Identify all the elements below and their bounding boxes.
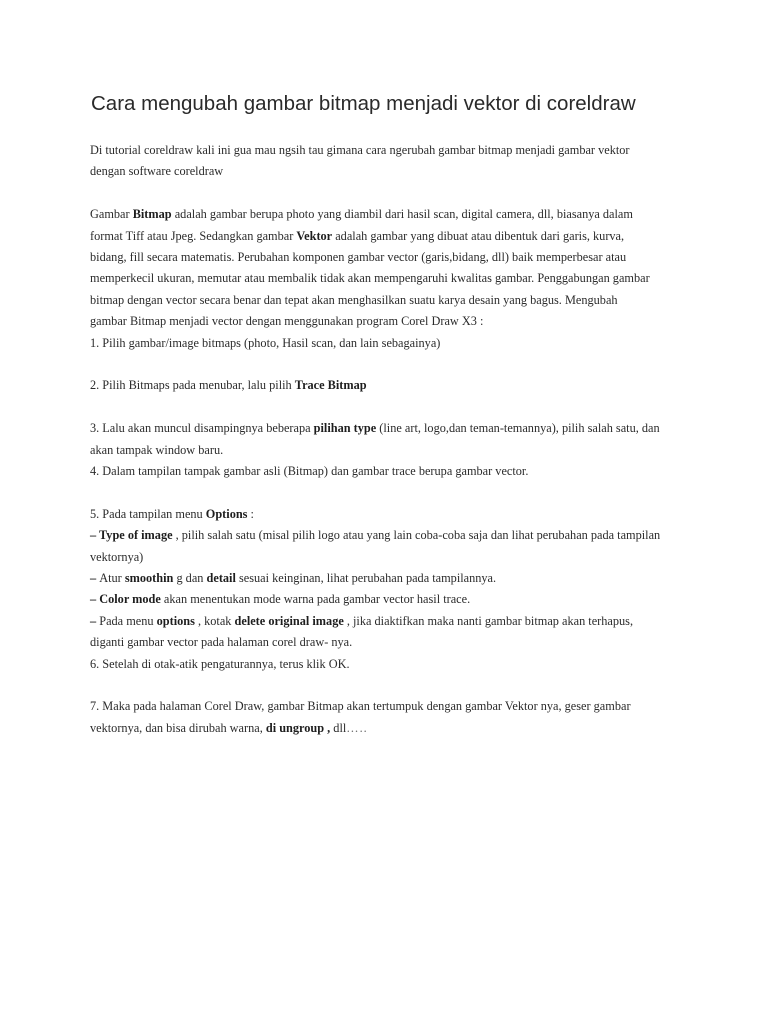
step-6: 6. Setelah di otak-atik pengaturannya, terus klik OK. bbox=[90, 656, 350, 671]
article-title: Cara mengubah gambar bitmap menjadi vektor di coreldraw bbox=[91, 92, 636, 115]
bold-di-ungroup: di ungroup , bbox=[265, 720, 331, 735]
text-run: 5. Pada tampilan menu bbox=[90, 506, 206, 521]
text-run: akan menentukan mode warna pada gambar vector hasil trace. bbox=[160, 592, 471, 607]
definition-line: bitmap dengan vector secara benar dan tepat akan menghasilkan suatu karya desain yang bagus. Mengubah bbox=[90, 292, 618, 307]
text-run: adalah gambar berupa photo yang diambil dari hasil scan, digital camera, dll, biasanya dalam bbox=[171, 207, 633, 222]
step-3-4-paragraph bbox=[90, 418, 690, 482]
step-7-line-1: 7. Maka pada halaman Corel Draw, gambar Bitmap akan tertumpuk dengan gambar Vektor nya, geser gambar bbox=[90, 699, 631, 714]
text-run: vektornya, dan bisa dirubah warna, bbox=[90, 720, 266, 735]
bold-options-menu: options bbox=[156, 613, 195, 628]
dash-bullet: – bbox=[90, 592, 100, 607]
definition-line: gambar Bitmap menjadi vector dengan menggunakan program Corel Draw X3 : bbox=[90, 314, 484, 329]
text-run: g dan bbox=[173, 571, 207, 586]
text-run: 2. Pilih Bitmaps pada menubar, lalu pilih bbox=[90, 378, 295, 393]
intro-paragraph bbox=[90, 140, 690, 183]
bold-trace-bitmap: Trace Bitmap bbox=[294, 378, 367, 393]
article-body bbox=[90, 140, 690, 761]
text-run: dll bbox=[330, 720, 347, 735]
text-run: , jika diaktifkan maka nanti gambar bitmap akan terhapus, bbox=[343, 613, 634, 628]
step-1: 1. Pilih gambar/image bitmaps (photo, Hasil scan, dan lain sebagainya) bbox=[90, 335, 441, 350]
text-run: format Tiff atau Jpeg. Sedangkan gambar bbox=[90, 228, 297, 243]
text-run: (line art, logo,dan teman-temannya), pilih salah satu, dan bbox=[376, 421, 660, 436]
step-7-paragraph bbox=[90, 696, 690, 739]
dash-bullet: – bbox=[90, 528, 100, 543]
step-2-paragraph bbox=[90, 375, 690, 396]
definition-line: memperkecil ukuran, memutar atau membalik tidak akan mempengaruhi kwalitas gambar. Penggabungan gambar bbox=[90, 271, 650, 286]
text-run: adalah gambar yang dibuat atau dibentuk dari garis, kurva, bbox=[332, 228, 625, 243]
options-menu-line-2: diganti gambar vector pada halaman corel draw- nya. bbox=[90, 635, 353, 650]
dash-bullet: – bbox=[90, 613, 100, 628]
dash-bullet: – bbox=[90, 571, 100, 586]
text-run: : bbox=[247, 506, 254, 521]
intro-line-2: dengan software coreldraw bbox=[90, 164, 224, 179]
text-run: Gambar bbox=[90, 207, 133, 222]
trailing-ellipsis: ….. bbox=[346, 720, 368, 735]
text-run: , kotak bbox=[194, 613, 235, 628]
text-run: Atur bbox=[99, 571, 125, 586]
bold-smoothin: smoothin bbox=[124, 571, 174, 586]
bold-pilihan-type: pilihan type bbox=[313, 421, 377, 436]
bold-detail: detail bbox=[206, 571, 236, 586]
text-run: , pilih salah satu (misal pilih logo atau yang lain coba-coba saja dan lihat perubahan pada tampilan bbox=[172, 528, 661, 543]
text-run: Pada menu bbox=[99, 613, 157, 628]
step-5-6-paragraph bbox=[90, 504, 690, 675]
step-4: 4. Dalam tampilan tampak gambar asli (Bitmap) dan gambar trace berupa gambar vector. bbox=[90, 464, 529, 479]
intro-line-1: Di tutorial coreldraw kali ini gua mau ngsih tau gimana cara ngerubah gambar bitmap menjadi gambar vektor bbox=[90, 143, 630, 157]
text-run: 3. Lalu akan muncul disampingnya beberapa bbox=[90, 421, 314, 436]
type-of-image-line-2: vektornya) bbox=[90, 549, 144, 564]
bold-vektor: Vektor bbox=[296, 228, 333, 243]
bold-color-mode: Color mode bbox=[99, 592, 161, 607]
definition-line: bidang, fill secara matematis. Perubahan komponen gambar vector (garis,bidang, dll) baik memperbesar atau bbox=[90, 250, 627, 265]
bold-type-of-image: Type of image bbox=[99, 528, 173, 543]
bold-options: Options bbox=[205, 506, 248, 521]
text-run: sesuai keinginan, lihat perubahan pada tampilannya. bbox=[235, 571, 497, 586]
step-3-line: akan tampak window baru. bbox=[90, 442, 224, 457]
bold-bitmap: Bitmap bbox=[132, 207, 172, 222]
bold-delete-original-image: delete original image bbox=[234, 613, 344, 628]
definition-paragraph bbox=[90, 204, 690, 354]
